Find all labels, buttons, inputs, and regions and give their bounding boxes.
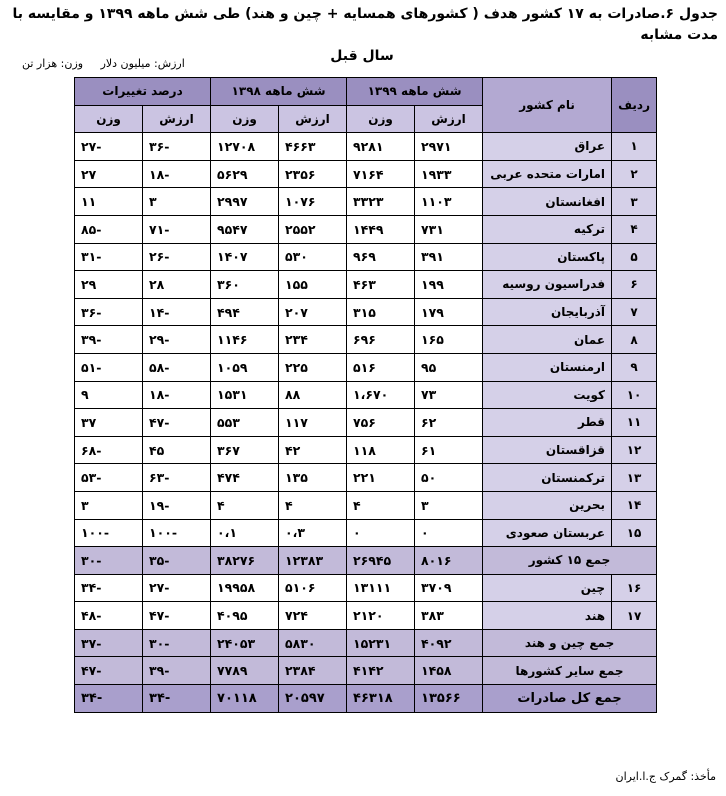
value-change-cell: -۲۷ bbox=[143, 574, 211, 602]
weight-1398-cell: ۷۷۸۹ bbox=[211, 657, 279, 685]
value-1399-cell: ۱۹۹ bbox=[415, 271, 483, 299]
header-weight: وزن bbox=[211, 105, 279, 133]
row-number: ۳ bbox=[612, 188, 657, 216]
weight-1398-cell: ۱۰۵۹ bbox=[211, 353, 279, 381]
weight-change-cell: ۹ bbox=[75, 381, 143, 409]
header-weight: وزن bbox=[347, 105, 415, 133]
weight-1398-cell: ۵۵۳ bbox=[211, 409, 279, 437]
country-name: قزاقستان bbox=[483, 436, 612, 464]
weight-1399-cell: ۵۱۶ bbox=[347, 353, 415, 381]
value-change-cell: -۳۴ bbox=[143, 685, 211, 713]
weight-1399-cell: ۳۱۵ bbox=[347, 298, 415, 326]
value-1399-cell: ۳۹۱ bbox=[415, 243, 483, 271]
country-name: کویت bbox=[483, 381, 612, 409]
weight-1398-cell: ۳۶۰ bbox=[211, 271, 279, 299]
weight-1398-cell: ۵۶۲۹ bbox=[211, 160, 279, 188]
table-row bbox=[75, 602, 657, 630]
value-change-cell: ۴۵ bbox=[143, 436, 211, 464]
table-row bbox=[75, 574, 657, 602]
table-row bbox=[75, 188, 657, 216]
country-name: آذربایجان bbox=[483, 298, 612, 326]
value-1399-cell: ۱۳۵۶۶ bbox=[415, 685, 483, 713]
value-change-cell: -۳۶ bbox=[143, 133, 211, 161]
table-row bbox=[75, 436, 657, 464]
value-unit: ارزش: میلیون دلار bbox=[100, 57, 185, 70]
value-1399-cell: ۱۶۵ bbox=[415, 326, 483, 354]
weight-1399-cell: ۷۵۶ bbox=[347, 409, 415, 437]
country-name: ترکمنستان bbox=[483, 464, 612, 492]
weight-change-cell: -۳۴ bbox=[75, 685, 143, 713]
value-change-cell: -۱۹ bbox=[143, 491, 211, 519]
value-change-cell: -۱۰۰ bbox=[143, 519, 211, 547]
table-row bbox=[75, 353, 657, 381]
weight-1399-cell: ۲۱۲۰ bbox=[347, 602, 415, 630]
header-period-1398: شش ماهه ۱۳۹۸ bbox=[211, 78, 347, 106]
table-row bbox=[75, 160, 657, 188]
table-row bbox=[75, 133, 657, 161]
weight-1398-cell: ۳۸۲۷۶ bbox=[211, 547, 279, 575]
table-row bbox=[75, 381, 657, 409]
weight-1398-cell: ۳۶۷ bbox=[211, 436, 279, 464]
weight-1398-cell: ۱۵۳۱ bbox=[211, 381, 279, 409]
value-1398-cell: ۲۵۵۲ bbox=[279, 215, 347, 243]
value-change-cell: -۱۸ bbox=[143, 381, 211, 409]
row-number: ۸ bbox=[612, 326, 657, 354]
header-weight: وزن bbox=[75, 105, 143, 133]
value-change-cell: -۲۶ bbox=[143, 243, 211, 271]
value-1398-cell: ۲۳۴ bbox=[279, 326, 347, 354]
weight-change-cell: -۵۱ bbox=[75, 353, 143, 381]
weight-1399-cell: ۲۶۹۴۵ bbox=[347, 547, 415, 575]
value-change-cell: -۲۹ bbox=[143, 326, 211, 354]
value-change-cell: -۱۴ bbox=[143, 298, 211, 326]
row-number: ۱۲ bbox=[612, 436, 657, 464]
value-change-cell: -۴۷ bbox=[143, 409, 211, 437]
table-row bbox=[75, 519, 657, 547]
summary-label: جمع سایر کشورها bbox=[483, 657, 657, 685]
value-change-cell: -۳۹ bbox=[143, 657, 211, 685]
value-1399-cell: ۷۳۱ bbox=[415, 215, 483, 243]
weight-unit: وزن: هزار تن bbox=[22, 57, 84, 70]
country-name: قطر bbox=[483, 409, 612, 437]
weight-1398-cell: ۴۰۹۵ bbox=[211, 602, 279, 630]
weight-change-cell: -۱۰۰ bbox=[75, 519, 143, 547]
value-1398-cell: ۲۳۵۶ bbox=[279, 160, 347, 188]
header-country: نام کشور bbox=[483, 78, 612, 133]
weight-change-cell: ۱۱ bbox=[75, 188, 143, 216]
header-change: درصد تغییرات bbox=[75, 78, 211, 106]
weight-change-cell: -۵۳ bbox=[75, 464, 143, 492]
country-name: امارات متحده عربی bbox=[483, 160, 612, 188]
title-line-2: سال قبل bbox=[330, 48, 394, 64]
value-1398-cell: ۱۲۳۸۳ bbox=[279, 547, 347, 575]
weight-change-cell: ۳۷ bbox=[75, 409, 143, 437]
weight-change-cell: -۶۸ bbox=[75, 436, 143, 464]
header-value: ارزش bbox=[143, 105, 211, 133]
country-name: ترکیه bbox=[483, 215, 612, 243]
value-1398-cell: ۷۲۴ bbox=[279, 602, 347, 630]
weight-1398-cell: ۹۵۴۷ bbox=[211, 215, 279, 243]
value-1399-cell: ۱۷۹ bbox=[415, 298, 483, 326]
title-line-1: جدول ۶.صادرات به ۱۷ کشور هدف ( کشورهای همسایه + چین و هند) طی شش ماهه ۱۳۹۹ و مقایسه با مدت مشابه bbox=[12, 6, 718, 43]
value-1399-cell: ۱۴۵۸ bbox=[415, 657, 483, 685]
value-change-cell: -۶۳ bbox=[143, 464, 211, 492]
weight-1398-cell: ۱۱۴۶ bbox=[211, 326, 279, 354]
value-1399-cell: ۴۰۹۲ bbox=[415, 629, 483, 657]
row-number: ۵ bbox=[612, 243, 657, 271]
table-body bbox=[75, 133, 657, 712]
row-number: ۱۳ bbox=[612, 464, 657, 492]
table-row bbox=[75, 491, 657, 519]
row-number: ۶ bbox=[612, 271, 657, 299]
weight-1398-cell: ۲۹۹۷ bbox=[211, 188, 279, 216]
units-note bbox=[8, 57, 185, 70]
weight-1398-cell: ۴۷۴ bbox=[211, 464, 279, 492]
country-name: چین bbox=[483, 574, 612, 602]
country-name: عراق bbox=[483, 133, 612, 161]
row-number: ۱۵ bbox=[612, 519, 657, 547]
value-change-cell: -۳۵ bbox=[143, 547, 211, 575]
weight-1399-cell: ۱۵۲۳۱ bbox=[347, 629, 415, 657]
value-1398-cell: ۲۰۵۹۷ bbox=[279, 685, 347, 713]
summary-row bbox=[75, 685, 657, 713]
weight-1399-cell: ۴۱۴۲ bbox=[347, 657, 415, 685]
weight-change-cell: -۴۸ bbox=[75, 602, 143, 630]
value-1398-cell: ۴۶۶۳ bbox=[279, 133, 347, 161]
summary-label: جمع کل صادرات bbox=[483, 685, 657, 713]
weight-1398-cell: ۴ bbox=[211, 491, 279, 519]
exports-table bbox=[74, 77, 657, 713]
value-1399-cell: ۶۱ bbox=[415, 436, 483, 464]
country-name: ارمنستان bbox=[483, 353, 612, 381]
weight-change-cell: -۳۴ bbox=[75, 574, 143, 602]
row-number: ۲ bbox=[612, 160, 657, 188]
value-1399-cell: ۲۹۷۱ bbox=[415, 133, 483, 161]
value-1398-cell: ۱۵۵ bbox=[279, 271, 347, 299]
weight-1399-cell: ۹۲۸۱ bbox=[347, 133, 415, 161]
weight-1399-cell: ۹۶۹ bbox=[347, 243, 415, 271]
weight-1399-cell: ۳۳۲۳ bbox=[347, 188, 415, 216]
weight-change-cell: -۸۵ bbox=[75, 215, 143, 243]
weight-1399-cell: ۲۲۱ bbox=[347, 464, 415, 492]
value-1398-cell: ۱۳۵ bbox=[279, 464, 347, 492]
header-value: ارزش bbox=[415, 105, 483, 133]
country-name: هند bbox=[483, 602, 612, 630]
value-change-cell: ۲۸ bbox=[143, 271, 211, 299]
country-name: پاکستان bbox=[483, 243, 612, 271]
header-row-no: ردیف bbox=[612, 78, 657, 133]
row-number: ۱۴ bbox=[612, 491, 657, 519]
value-1399-cell: ۳۷۰۹ bbox=[415, 574, 483, 602]
country-name: عمان bbox=[483, 326, 612, 354]
value-1399-cell: ۵۰ bbox=[415, 464, 483, 492]
weight-change-cell: ۲۷ bbox=[75, 160, 143, 188]
value-1398-cell: ۱۱۷ bbox=[279, 409, 347, 437]
value-change-cell: -۵۸ bbox=[143, 353, 211, 381]
weight-change-cell: -۳۶ bbox=[75, 298, 143, 326]
summary-row bbox=[75, 547, 657, 575]
weight-1399-cell: ۰ bbox=[347, 519, 415, 547]
value-1398-cell: ۲۳۸۴ bbox=[279, 657, 347, 685]
row-number: ۱۷ bbox=[612, 602, 657, 630]
table-row bbox=[75, 409, 657, 437]
value-1399-cell: ۸۰۱۶ bbox=[415, 547, 483, 575]
weight-1398-cell: ۰،۱ bbox=[211, 519, 279, 547]
table-row bbox=[75, 464, 657, 492]
weight-1398-cell: ۱۹۹۵۸ bbox=[211, 574, 279, 602]
value-1398-cell: ۲۰۷ bbox=[279, 298, 347, 326]
weight-1399-cell: ۴۶۳ bbox=[347, 271, 415, 299]
value-1398-cell: ۴۲ bbox=[279, 436, 347, 464]
weight-change-cell: -۴۷ bbox=[75, 657, 143, 685]
header-period-1399: شش ماهه ۱۳۹۹ bbox=[347, 78, 483, 106]
weight-change-cell: -۳۹ bbox=[75, 326, 143, 354]
value-change-cell: -۳۰ bbox=[143, 629, 211, 657]
table-row bbox=[75, 271, 657, 299]
weight-1398-cell: ۱۴۰۷ bbox=[211, 243, 279, 271]
value-change-cell: -۷۱ bbox=[143, 215, 211, 243]
row-number: ۴ bbox=[612, 215, 657, 243]
weight-change-cell: -۳۱ bbox=[75, 243, 143, 271]
summary-row bbox=[75, 657, 657, 685]
row-number: ۹ bbox=[612, 353, 657, 381]
value-1398-cell: ۱۰۷۶ bbox=[279, 188, 347, 216]
weight-1399-cell: ۶۹۶ bbox=[347, 326, 415, 354]
row-number: ۷ bbox=[612, 298, 657, 326]
table-row bbox=[75, 215, 657, 243]
country-name: بحرین bbox=[483, 491, 612, 519]
value-1398-cell: ۵۱۰۶ bbox=[279, 574, 347, 602]
summary-row bbox=[75, 629, 657, 657]
country-name: فدراسیون روسیه bbox=[483, 271, 612, 299]
country-name: عربستان صعودی bbox=[483, 519, 612, 547]
row-number: ۱۰ bbox=[612, 381, 657, 409]
value-1399-cell: ۳ bbox=[415, 491, 483, 519]
value-1398-cell: ۸۸ bbox=[279, 381, 347, 409]
value-1399-cell: ۰ bbox=[415, 519, 483, 547]
value-1399-cell: ۱۱۰۳ bbox=[415, 188, 483, 216]
table-row bbox=[75, 243, 657, 271]
weight-change-cell: -۳۷ bbox=[75, 629, 143, 657]
value-1399-cell: ۹۵ bbox=[415, 353, 483, 381]
row-number: ۱ bbox=[612, 133, 657, 161]
value-1399-cell: ۱۹۳۳ bbox=[415, 160, 483, 188]
header-value: ارزش bbox=[279, 105, 347, 133]
weight-1399-cell: ۴ bbox=[347, 491, 415, 519]
weight-change-cell: -۳۰ bbox=[75, 547, 143, 575]
value-change-cell: ۳ bbox=[143, 188, 211, 216]
weight-1398-cell: ۴۹۴ bbox=[211, 298, 279, 326]
weight-change-cell: ۲۹ bbox=[75, 271, 143, 299]
row-number: ۱۶ bbox=[612, 574, 657, 602]
value-1398-cell: ۴ bbox=[279, 491, 347, 519]
weight-change-cell: -۲۷ bbox=[75, 133, 143, 161]
table-row bbox=[75, 326, 657, 354]
value-1399-cell: ۷۳ bbox=[415, 381, 483, 409]
weight-1399-cell: ۱۳۱۱۱ bbox=[347, 574, 415, 602]
country-name: افغانستان bbox=[483, 188, 612, 216]
source-note: مأخذ: گمرک ج.ا.ایران bbox=[615, 770, 716, 783]
value-1398-cell: ۰،۳ bbox=[279, 519, 347, 547]
row-number: ۱۱ bbox=[612, 409, 657, 437]
value-1399-cell: ۶۲ bbox=[415, 409, 483, 437]
weight-1399-cell: ۱۴۴۹ bbox=[347, 215, 415, 243]
weight-1399-cell: ۴۶۳۱۸ bbox=[347, 685, 415, 713]
value-1398-cell: ۵۸۳۰ bbox=[279, 629, 347, 657]
summary-label: جمع چین و هند bbox=[483, 629, 657, 657]
weight-1398-cell: ۱۲۷۰۸ bbox=[211, 133, 279, 161]
table-row bbox=[75, 298, 657, 326]
weight-1398-cell: ۷۰۱۱۸ bbox=[211, 685, 279, 713]
value-1398-cell: ۵۳۰ bbox=[279, 243, 347, 271]
value-1398-cell: ۲۲۵ bbox=[279, 353, 347, 381]
weight-1399-cell: ۱،۶۷۰ bbox=[347, 381, 415, 409]
weight-1398-cell: ۲۴۰۵۳ bbox=[211, 629, 279, 657]
value-change-cell: -۱۸ bbox=[143, 160, 211, 188]
weight-change-cell: ۳ bbox=[75, 491, 143, 519]
value-1399-cell: ۳۸۳ bbox=[415, 602, 483, 630]
weight-1399-cell: ۷۱۶۴ bbox=[347, 160, 415, 188]
summary-label: جمع ۱۵ کشور bbox=[483, 547, 657, 575]
value-change-cell: -۴۷ bbox=[143, 602, 211, 630]
weight-1399-cell: ۱۱۸ bbox=[347, 436, 415, 464]
